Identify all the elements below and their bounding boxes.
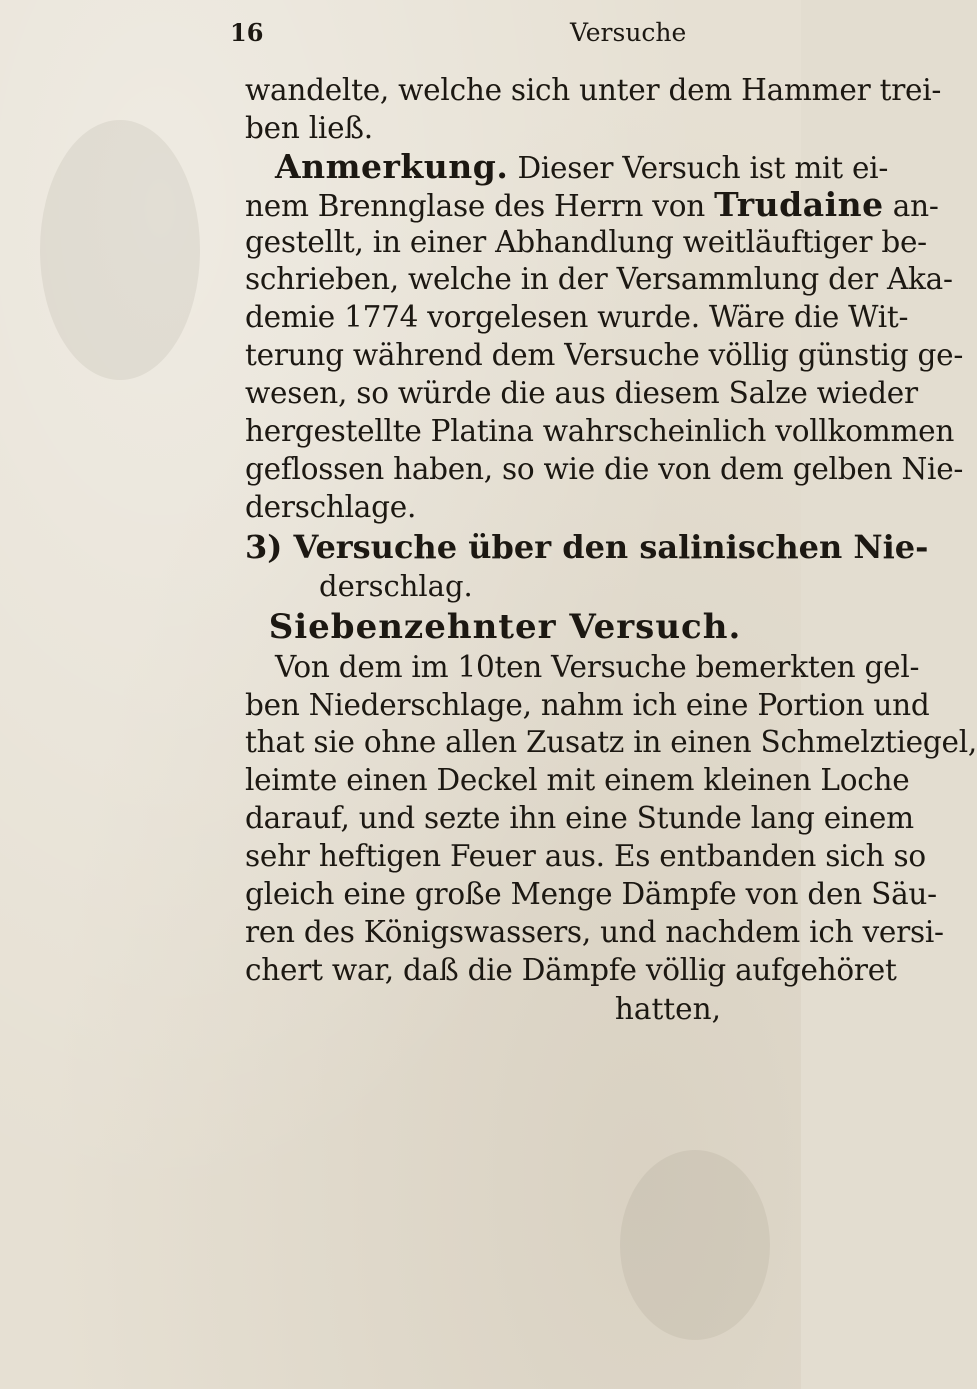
text-line: Von dem im 10ten Versuche bemerkten gel- (275, 649, 920, 684)
text-line: chert war, daß die Dämpfe völlig aufgehöret (245, 952, 897, 987)
section-title: Versuche über den salinischen Nie- (293, 527, 929, 566)
annotation-line: geflossen haben, so wie die von dem gelben Nie- (245, 451, 964, 486)
annotation-label: Anmerkung. (275, 146, 509, 186)
annotation-line (245, 184, 939, 224)
text-line: ben Niederschlage, nahm ich eine Portion und (245, 687, 930, 722)
running-head: Versuche (570, 18, 687, 47)
annotation-line: terung während dem Versuche völlig günstig ge- (245, 338, 964, 373)
text-line: gleich eine große Menge Dämpfe von den Säu- (245, 877, 937, 912)
annotation-text: nem Brennglase des Herrn von (245, 188, 705, 223)
annotation-line: hergestellte Platina wahrscheinlich vollkommen (245, 414, 955, 449)
text-line: wandelte, welche sich unter dem Hammer trei- (245, 73, 942, 107)
section-number: 3) (245, 527, 283, 566)
text-line: leimte einen Deckel mit einem kleinen Loche (245, 763, 910, 798)
annotation-line: wesen, so würde die aus diesem Salze wieder (245, 376, 918, 411)
section-title-continuation: derschlag. (319, 568, 473, 603)
annotation-first-line (245, 146, 889, 186)
text-line: ben ließ. (245, 110, 373, 145)
section-heading (245, 527, 929, 567)
body-text (245, 72, 977, 1028)
text-line: ren des Königswassers, und nachdem ich versi- (245, 914, 944, 949)
page-header (230, 18, 700, 58)
paper-stain (620, 1150, 770, 1340)
annotation-text: Dieser Versuch ist mit ei- (517, 150, 889, 185)
annotation-line: demie 1774 vorgelesen wurde. Wäre die Wit- (245, 300, 909, 335)
text-line: sehr heftigen Feuer aus. Es entbanden sich so (245, 839, 926, 874)
text-line: that sie ohne allen Zusatz in einen Schmelztiegel, (245, 725, 977, 760)
annotation-line: schrieben, welche in der Versammlung der Aka- (245, 262, 953, 297)
proper-name: Trudaine (714, 184, 884, 224)
experiment-heading: Siebenzehnter Versuch. (268, 606, 742, 647)
annotation-line: derschlage. (245, 489, 417, 524)
annotation-line: gestellt, in einer Abhandlung weitläuftiger be- (245, 224, 927, 259)
catchword: hatten, (614, 991, 721, 1026)
annotation-text: an- (892, 188, 939, 223)
paper-stain (40, 120, 200, 380)
text-line: darauf, und sezte ihn eine Stunde lang einem (245, 801, 914, 836)
page-number: 16 (230, 18, 264, 47)
